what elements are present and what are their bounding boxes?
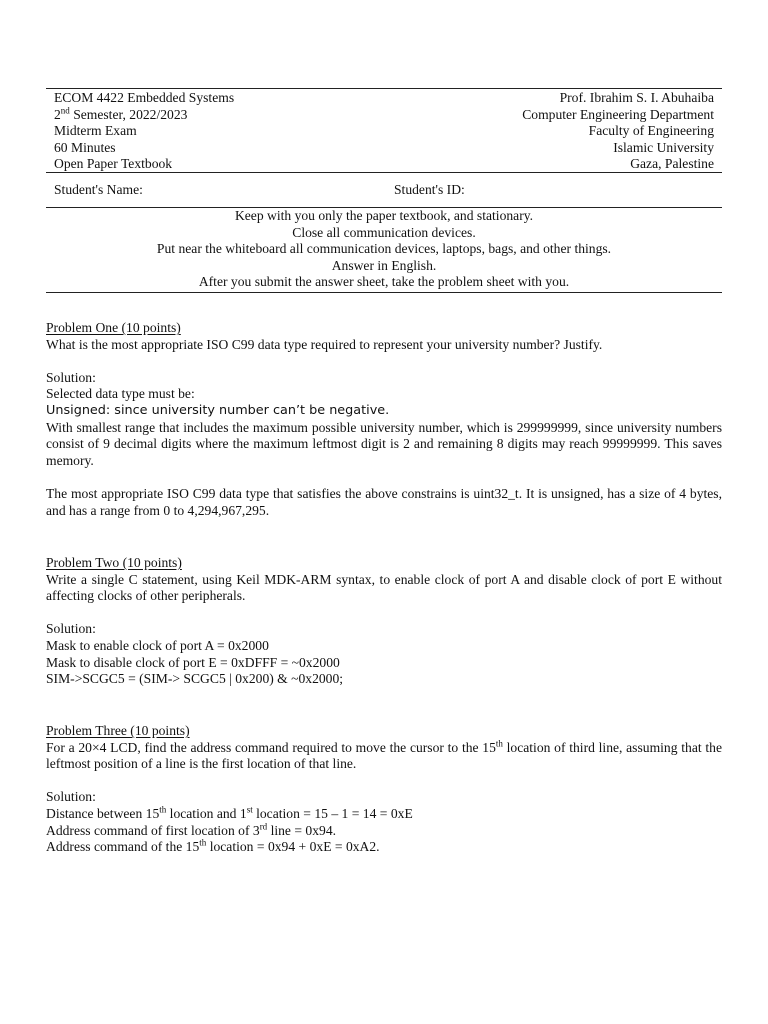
solution-line: SIM->SCGC5 = (SIM-> SCGC5 | 0x200) & ~0x2000; xyxy=(46,671,344,687)
faculty: Faculty of Engineering xyxy=(588,123,714,139)
department: Computer Engineering Department xyxy=(522,106,714,122)
solution-line: Selected data type must be: xyxy=(46,386,195,402)
header-row-2 xyxy=(46,107,722,124)
solution-line: With smallest range that includes the maximum possible university number, which is 299999999, since university numbers consist of 9 decimal digits where the maximum leftmost digit is 2 and remaining 8 digits may reach 99999999. This saves memory. xyxy=(46,419,722,468)
header-row-1 xyxy=(46,90,722,107)
exam-type: Midterm Exam xyxy=(54,123,137,139)
solution-line: Mask to enable clock of port A = 0x2000 xyxy=(46,637,269,653)
instruction-line: After you submit the answer sheet, take the problem sheet with you. xyxy=(198,274,570,290)
problem-three-solution-label: Solution: xyxy=(46,789,96,805)
instruction-line: Put near the whiteboard all communication devices, laptops, bags, and other things. xyxy=(156,241,612,257)
problem-two-solution-label: Solution: xyxy=(46,621,96,637)
student-name-label: Student's Name: xyxy=(54,182,143,197)
location: Gaza, Palestine xyxy=(630,156,714,172)
problem-two-title: Problem Two (10 points) xyxy=(46,555,182,570)
exam-policy: Open Paper Textbook xyxy=(54,156,173,172)
semester: 2nd Semester, 2022/2023 xyxy=(54,105,188,122)
solution-line: Unsigned: since university number can’t be negative. xyxy=(46,402,390,418)
problem-one-conclusion: The most appropriate ISO C99 data type that satisfies the above constrains is uint32_t. It is unsigned, has a size of 4 bytes, and has a range from 0 to 4,294,967,295. xyxy=(46,485,722,518)
problem-two xyxy=(46,555,722,688)
header-row-5 xyxy=(46,156,722,173)
course-title: ECOM 4422 Embedded Systems xyxy=(54,90,235,105)
problem-one-question: What is the most appropriate ISO C99 data type required to represent your university number? Justify. xyxy=(46,336,603,352)
instruction-line: Close all communication devices. xyxy=(292,224,476,240)
solution-line: Address command of the 15th location = 0x94 + 0xE = 0xA2. xyxy=(46,837,380,855)
problem-one-solution-label: Solution: xyxy=(46,369,96,385)
exam-duration: 60 Minutes xyxy=(54,139,116,155)
solution-line: Distance between 15th location and 1st location = 15 – 1 = 14 = 0xE xyxy=(46,804,413,821)
student-info-row xyxy=(46,172,722,208)
professor-name: Prof. Ibrahim S. I. Abuhaiba xyxy=(559,90,714,105)
university: Islamic University xyxy=(613,139,714,155)
header-row-4 xyxy=(46,140,722,157)
solution-line: Mask to disable clock of port E = 0xDFFF = ~0x2000 xyxy=(46,654,340,670)
instruction-line: Keep with you only the paper textbook, and stationary. xyxy=(234,208,534,223)
problem-one-title: Problem One (10 points) xyxy=(46,320,181,335)
problem-three-title: Problem Three (10 points) xyxy=(46,723,190,738)
problem-two-question: Write a single C statement, using Keil MDK-ARM syntax, to enable clock of port A and disable clock of port E without affecting clocks of other peripherals. xyxy=(46,571,722,604)
solution-line: Address command of first location of 3rd line = 0x94. xyxy=(46,821,337,838)
header-row-3 xyxy=(46,123,722,140)
instruction-line: Answer in English. xyxy=(331,257,437,273)
instructions xyxy=(46,207,722,293)
problem-three-question: For a 20×4 LCD, find the address command required to move the cursor to the 15th location of third line, assuming that the leftmost position of a line is the first location of that line. xyxy=(46,738,722,772)
student-id-label: Student's ID: xyxy=(394,182,465,197)
exam-header xyxy=(46,88,722,173)
problem-three xyxy=(46,723,722,856)
problem-one xyxy=(46,320,722,519)
